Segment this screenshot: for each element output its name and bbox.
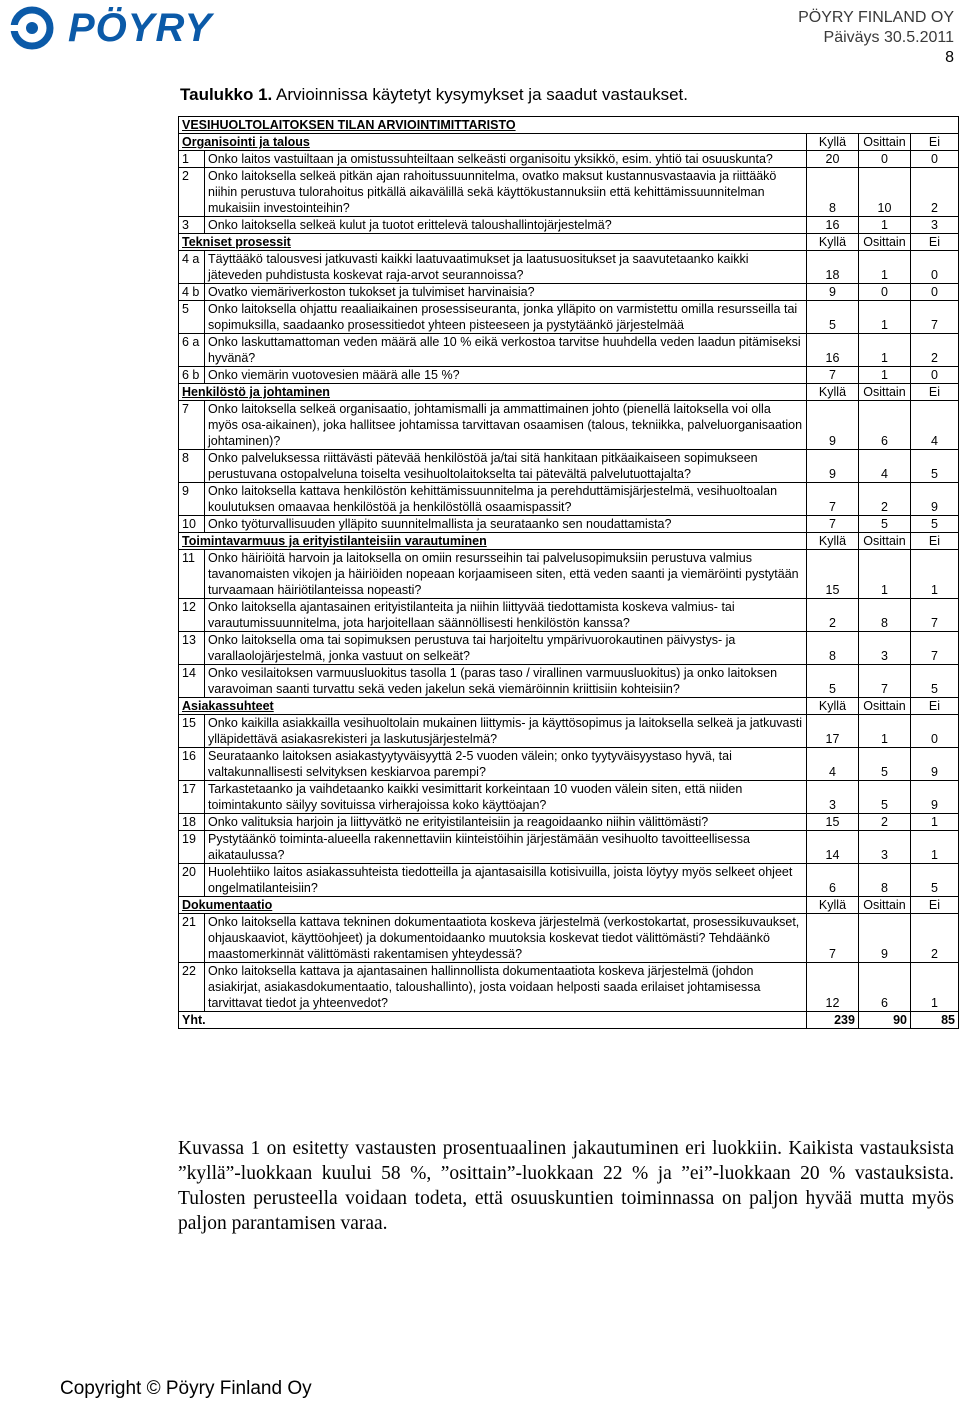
count-yes: 12 (806, 963, 858, 1012)
table-row (179, 963, 959, 1012)
count-yes: 5 (806, 665, 858, 698)
table-row (179, 301, 959, 334)
count-yes: 3 (806, 781, 858, 814)
question-text: Huolehtiiko laitos asiakassuhteista tiedotteilla ja ajantasaisilla kotisivuilla, joista löytyy myös selkeet ohjeet ongelmatilanteisiin? (205, 864, 807, 897)
section-title: Dokumentaatio (179, 897, 807, 914)
section-header-row (179, 897, 959, 914)
table-main-title: VESIHUOLTOLAITOKSEN TILAN ARVIOINTIMITTARISTO (179, 117, 959, 134)
column-header-yes: Kyllä (806, 134, 858, 151)
count-no: 4 (910, 401, 958, 450)
column-header-no: Ei (910, 384, 958, 401)
question-number: 18 (179, 814, 205, 831)
question-text: Onko kaikilla asiakkailla vesihuoltolain mukainen liittymis- ja käyttösopimus ja laitoksella selkeä ja jatkuvasti ylläpidettävä asiakasrekisteri ja laskutusjärjestelmä? (205, 715, 807, 748)
question-number: 17 (179, 781, 205, 814)
section-header-row (179, 234, 959, 251)
question-number: 13 (179, 632, 205, 665)
caption-text: Arvioinnissa käytetyt kysymykset ja saadut vastaukset. (272, 85, 688, 104)
section-header-row (179, 134, 959, 151)
question-number: 15 (179, 715, 205, 748)
count-partly: 2 (858, 814, 910, 831)
question-text: Onko laitos vastuiltaan ja omistussuhteiltaan selkeästi organisoitu yksikkö, esim. yhtiö tai osuuskunta? (205, 151, 807, 168)
count-yes: 7 (806, 914, 858, 963)
count-no: 9 (910, 483, 958, 516)
count-partly: 1 (858, 334, 910, 367)
question-number: 4 b (179, 284, 205, 301)
table-row (179, 814, 959, 831)
count-partly: 7 (858, 665, 910, 698)
section-title: Organisointi ja talous (179, 134, 807, 151)
count-partly: 0 (858, 284, 910, 301)
total-row (179, 1012, 959, 1029)
question-number: 2 (179, 168, 205, 217)
count-no: 5 (910, 864, 958, 897)
count-partly: 1 (858, 550, 910, 599)
count-no: 5 (910, 516, 958, 533)
question-text: Onko laskuttamattoman veden määrä alle 10 % eikä verkostoa tarvitse huuhdella veden laadun pitämiseksi hyvänä? (205, 334, 807, 367)
question-number: 20 (179, 864, 205, 897)
column-header-no: Ei (910, 533, 958, 550)
section-title: Henkilöstö ja johtaminen (179, 384, 807, 401)
question-text: Onko laitoksella oma tai sopimuksen perustuva tai harjoiteltu ympärivuorokautinen päivystys- ja varallaolojärjestelmä, jonka vastuut on selkeät? (205, 632, 807, 665)
question-text: Onko palveluksessa riittävästi pätevää henkilöstöä ja/tai sitä hankitaan pitkäaikaiseen sopimukseen perustuvana ostopalveluna toiselta vesihuoltolaitokselta tai pätevältä palvelutuottajalta? (205, 450, 807, 483)
count-partly: 3 (858, 831, 910, 864)
table-main-title-row (179, 117, 959, 134)
count-yes: 15 (806, 814, 858, 831)
poyry-logo-icon (6, 6, 62, 50)
table-row (179, 401, 959, 450)
count-no: 0 (910, 715, 958, 748)
question-text: Täyttääkö talousvesi jatkuvasti kaikki laatuvaatimukset ja laatusuositukset ja saavutetaanko kaikki jäteveden puhdistusta koskevat raja-arvot seurannoissa? (205, 251, 807, 284)
count-yes: 14 (806, 831, 858, 864)
question-text: Tarkastetaanko ja vaihdetaanko kaikki vesimittarit korkeintaan 10 vuoden välein siten, että niiden toimintakunto säilyy sovituissa virherajoissa koko käyttöajan? (205, 781, 807, 814)
assessment-table (178, 116, 959, 1029)
question-number: 19 (179, 831, 205, 864)
count-partly: 5 (858, 516, 910, 533)
table-row (179, 781, 959, 814)
count-partly: 5 (858, 748, 910, 781)
summary-paragraph: Kuvassa 1 on esitetty vastausten prosentuaalinen jakautuminen eri luokkiin. Kaikista vastauksista ”kyllä”-luokkaan kuului 58 %, ”osittain”-luokkaan 22 % ja ”ei”-luokkaan 20 % vastauksista. Tulosten perusteella voidaan todeta, että osuuskuntien toiminnassa on paljon hyvää mutta myös paljon parantamisen varaa. (178, 1138, 954, 1234)
count-yes: 2 (806, 599, 858, 632)
question-text: Ovatko viemäriverkoston tukokset ja tulvimiset harvinaisia? (205, 284, 807, 301)
company-name: PÖYRY FINLAND OY (798, 9, 954, 26)
count-yes: 6 (806, 864, 858, 897)
section-header-row (179, 384, 959, 401)
section-title: Toimintavarmuus ja erityistilanteisiin varautuminen (179, 533, 807, 550)
count-partly: 10 (858, 168, 910, 217)
table-row (179, 864, 959, 897)
page-number: 8 (945, 49, 954, 66)
count-partly: 4 (858, 450, 910, 483)
table-row (179, 151, 959, 168)
table-row (179, 516, 959, 533)
count-no: 0 (910, 151, 958, 168)
question-text: Onko laitoksella selkeä organisaatio, johtamismalli ja ammattimainen johto (pienellä laitoksella voi olla myös osa-aikainen), joka hallitsee johtamissa tarvittavan osaamisen (talous, tekniikka, palveluorganisaation johtaminen)? (205, 401, 807, 450)
question-number: 12 (179, 599, 205, 632)
table-caption (180, 85, 688, 105)
question-number: 9 (179, 483, 205, 516)
column-header-yes: Kyllä (806, 533, 858, 550)
count-yes: 7 (806, 516, 858, 533)
assessment-table-body (179, 117, 959, 1029)
count-no: 7 (910, 632, 958, 665)
header-info (798, 8, 954, 68)
count-no: 3 (910, 217, 958, 234)
total-no: 85 (910, 1012, 958, 1029)
question-text: Pystytäänkö toiminta-alueella rakennettaviin kiinteistöihin järjestämään vesihuolto tavoitteellisessa aikataulussa? (205, 831, 807, 864)
question-number: 1 (179, 151, 205, 168)
count-no: 2 (910, 914, 958, 963)
column-header-yes: Kyllä (806, 698, 858, 715)
count-partly: 8 (858, 599, 910, 632)
question-text: Onko laitoksella kattava henkilöstön kehittämissuunnitelma ja perehduttämisjärjestelmä, vesihuoltoalan koulutuksen omaavaa henkilöstöä ja henkilöstöllä osaamispassit? (205, 483, 807, 516)
question-number: 22 (179, 963, 205, 1012)
count-no: 2 (910, 168, 958, 217)
count-partly: 1 (858, 715, 910, 748)
total-partly: 90 (858, 1012, 910, 1029)
count-yes: 9 (806, 450, 858, 483)
count-yes: 5 (806, 301, 858, 334)
table-row (179, 715, 959, 748)
question-text: Onko valituksia harjoin ja liittyvätkö ne erityistilanteisiin ja reagoidaanko niihin välittömästi? (205, 814, 807, 831)
question-number: 8 (179, 450, 205, 483)
question-number: 16 (179, 748, 205, 781)
count-no: 9 (910, 748, 958, 781)
column-header-partly: Osittain (858, 384, 910, 401)
count-no: 1 (910, 550, 958, 599)
table-row (179, 334, 959, 367)
section-title: Asiakassuhteet (179, 698, 807, 715)
question-number: 3 (179, 217, 205, 234)
section-header-row (179, 698, 959, 715)
count-yes: 9 (806, 284, 858, 301)
column-header-yes: Kyllä (806, 897, 858, 914)
question-text: Onko laitoksella kattava tekninen dokumentaatiota koskeva järjestelmä (verkostokartat, prosessikuvaukset, ohjauskaaviot, käyttöohjeet) ja dokumentoidaanko muutoksia koskevat tiedot välittömästi? Tehdäänkö maastomerkinnät välittömästi rakentamisen yhteydessä? (205, 914, 807, 963)
count-no: 0 (910, 251, 958, 284)
caption-label: Taulukko 1. (180, 85, 273, 104)
count-yes: 9 (806, 401, 858, 450)
question-number: 10 (179, 516, 205, 533)
count-partly: 1 (858, 301, 910, 334)
question-number: 7 (179, 401, 205, 450)
table-row (179, 599, 959, 632)
logo-wordmark: PÖYRY (68, 6, 213, 50)
count-no: 0 (910, 367, 958, 384)
column-header-no: Ei (910, 234, 958, 251)
question-number: 4 a (179, 251, 205, 284)
section-header-row (179, 533, 959, 550)
count-partly: 6 (858, 401, 910, 450)
count-yes: 20 (806, 151, 858, 168)
question-text: Onko laitoksella kattava ja ajantasainen hallinnollista dokumentaatiota koskeva järjestelmä (johdon asiakirjat, asiakasdokumentaatio, taloushallinto), josta voidaan helposti saada erilaiset johtamisessa tarvittavat tiedot ja yhteenvedot? (205, 963, 807, 1012)
count-no: 7 (910, 301, 958, 334)
question-text: Onko laitoksella selkeä kulut ja tuotot erittelevä taloushallintojärjestelmä? (205, 217, 807, 234)
count-partly: 9 (858, 914, 910, 963)
count-no: 9 (910, 781, 958, 814)
question-number: 6 a (179, 334, 205, 367)
count-no: 5 (910, 665, 958, 698)
count-yes: 18 (806, 251, 858, 284)
question-number: 21 (179, 914, 205, 963)
table-row (179, 217, 959, 234)
table-row (179, 251, 959, 284)
column-header-partly: Osittain (858, 698, 910, 715)
count-partly: 1 (858, 251, 910, 284)
table-row (179, 483, 959, 516)
question-text: Onko häiriöitä harvoin ja laitoksella on omiin resursseihin tai palvelusopimuksiin perustuva valmius tavanomaisten vikojen ja häiriöiden nopeaan korjaamiseen siten, että veden saanti ja viemäröinti pystytään turvaamaan häiriötilanteissa nopeasti? (205, 550, 807, 599)
count-partly: 1 (858, 367, 910, 384)
question-text: Seurataanko laitoksen asiakastyytyväisyyttä 2-5 vuoden välein; onko tyytyväisyystaso hyvä, tai valtakunnallisesti selvityksen keskiarvoa parempi? (205, 748, 807, 781)
column-header-partly: Osittain (858, 134, 910, 151)
count-yes: 4 (806, 748, 858, 781)
count-yes: 7 (806, 483, 858, 516)
total-label: Yht. (179, 1012, 807, 1029)
column-header-partly: Osittain (858, 897, 910, 914)
count-no: 5 (910, 450, 958, 483)
count-no: 2 (910, 334, 958, 367)
count-no: 7 (910, 599, 958, 632)
column-header-no: Ei (910, 698, 958, 715)
count-yes: 17 (806, 715, 858, 748)
question-text: Onko laitoksella selkeä pitkän ajan rahoitussuunnitelma, ovatko maksut kustannusvastaavia ja riittääkö niihin perustuva tulorahoitus pitkällä aikavälillä sekä käyttökustannuksiin että kehittämissuunnitelman mukaisiin investointeihin? (205, 168, 807, 217)
count-yes: 8 (806, 632, 858, 665)
table-row (179, 168, 959, 217)
document-date: Päiväys 30.5.2011 (823, 29, 954, 46)
question-text: Onko työturvallisuuden ylläpito suunnitelmallista ja seurataanko sen noudattamista? (205, 516, 807, 533)
table-row (179, 284, 959, 301)
question-number: 5 (179, 301, 205, 334)
copyright-footer: Copyright © Pöyry Finland Oy (60, 1378, 312, 1399)
question-text: Onko laitoksella ajantasainen erityistilanteita ja niihin liittyvää tiedottamista koskeva valmius- tai varautumissuunnitelma, jota harjoitellaan säännöllisesti henkilöstön kanssa? (205, 599, 807, 632)
table-row (179, 632, 959, 665)
table-row (179, 665, 959, 698)
poyry-logo (6, 6, 246, 50)
table-row (179, 748, 959, 781)
count-partly: 8 (858, 864, 910, 897)
table-row (179, 831, 959, 864)
count-no: 1 (910, 814, 958, 831)
question-number: 6 b (179, 367, 205, 384)
column-header-partly: Osittain (858, 234, 910, 251)
question-text: Onko vesilaitoksen varmuusluokitus tasolla 1 (paras taso / virallinen varmuusluokitus) ja onko laitoksen varavoiman saanti turvattu sekä veden jakelun sekä viemäröinnin kriittisiin kohteisiin? (205, 665, 807, 698)
total-yes: 239 (806, 1012, 858, 1029)
column-header-yes: Kyllä (806, 234, 858, 251)
section-title: Tekniset prosessit (179, 234, 807, 251)
count-no: 1 (910, 831, 958, 864)
question-number: 14 (179, 665, 205, 698)
count-partly: 5 (858, 781, 910, 814)
column-header-yes: Kyllä (806, 384, 858, 401)
count-partly: 6 (858, 963, 910, 1012)
column-header-partly: Osittain (858, 533, 910, 550)
count-no: 1 (910, 963, 958, 1012)
count-yes: 16 (806, 217, 858, 234)
count-yes: 15 (806, 550, 858, 599)
count-partly: 3 (858, 632, 910, 665)
table-row (179, 450, 959, 483)
question-number: 11 (179, 550, 205, 599)
table-row (179, 550, 959, 599)
column-header-no: Ei (910, 134, 958, 151)
page-header (0, 0, 960, 70)
question-text: Onko laitoksella ohjattu reaaliaikainen prosessiseuranta, jonka ylläpito on varmistettu omilla resursseilla tai sopimuksilla, saadaanko prosessitiedot yhteen pisteeseen ja pystytäänkö järjestelmää (205, 301, 807, 334)
question-text: Onko viemärin vuotovesien määrä alle 15 %? (205, 367, 807, 384)
count-no: 0 (910, 284, 958, 301)
count-yes: 16 (806, 334, 858, 367)
count-partly: 0 (858, 151, 910, 168)
table-row (179, 914, 959, 963)
count-yes: 7 (806, 367, 858, 384)
count-yes: 8 (806, 168, 858, 217)
column-header-no: Ei (910, 897, 958, 914)
table-row (179, 367, 959, 384)
count-partly: 2 (858, 483, 910, 516)
count-partly: 1 (858, 217, 910, 234)
